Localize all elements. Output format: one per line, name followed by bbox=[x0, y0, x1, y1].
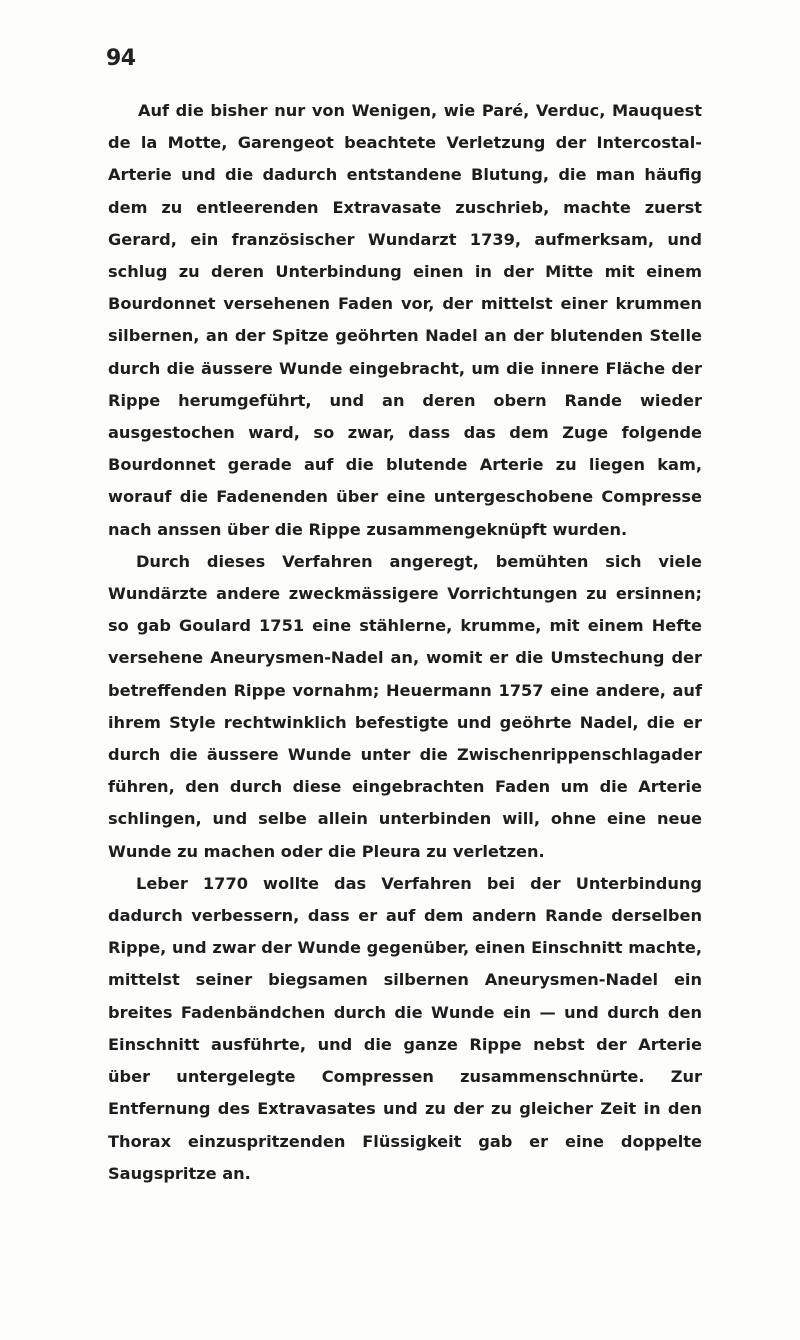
paragraph: Durch dieses Verfahren angeregt, bemühten sich viele Wundärzte andere zweckmässigere Vorrichtungen zu ersinnen; so gab Goulard 1751 eine stählerne, krumme, mit einem Hefte versehene Aneurysmen-Nadel an, womit er die Umstechung der betreffenden Rippe vornahm; Heuermann 1757 eine andere, auf ihrem Style rechtwinklich befestigte und geöhrte Nadel, die er durch die äussere Wunde unter die Zwischenrippenschlagader führen, den durch diese eingebrachten Faden um die Arterie schlingen, und selbe allein unterbinden will, ohne eine neue Wunde zu machen oder die Pleura zu verletzen. bbox=[108, 551, 702, 861]
paragraph: Auf die bisher nur von Wenigen, wie Paré, Verduc, Mauquest de la Motte, Garengeot beachtete Verletzung der Intercostal-Arterie und die dadurch entstandene Blutung, die man häufig dem zu entleerenden Extravasate zuschrieb, machte zuerst Gerard, ein französischer Wundarzt 1739, aufmerksam, und schlug zu deren Unterbindung einen in der Mitte mit einem Bourdonnet versehenen Faden vor, der mittelst einer krummen silbernen, an der Spitze geöhrten Nadel an der blutenden Stelle durch die äussere Wunde eingebracht, um die innere Fläche der Rippe herumgeführt, und an deren obern Rande wieder ausgestochen ward, so zwar, dass das dem Zuge folgende Bourdonnet gerade auf die blutende Arterie zu liegen kam, worauf die Fadenenden über eine untergeschobene Compresse nach anssen über die Rippe zusammengeknüpft wurden. bbox=[108, 101, 702, 539]
page-number: 94 bbox=[106, 46, 136, 71]
paragraph: Leber 1770 wollte das Verfahren bei der Unterbindung dadurch verbessern, dass er auf dem andern Rande derselben Rippe, und zwar der Wunde gegenüber, einen Einschnitt machte, mittelst seiner biegsamen silbernen Aneurysmen-Nadel ein breites Fadenbändchen durch die Wunde ein — und durch den Einschnitt ausführte, und die ganze Rippe nebst der Arterie über untergelegte Compressen zusammenschnürte. Zur Entfernung des Extravasates und zu der zu gleicher Zeit in den Thorax einzuspritzenden Flüssigkeit gab er eine doppelte Saugspritze an. bbox=[108, 873, 702, 1183]
body-text bbox=[108, 95, 702, 1190]
